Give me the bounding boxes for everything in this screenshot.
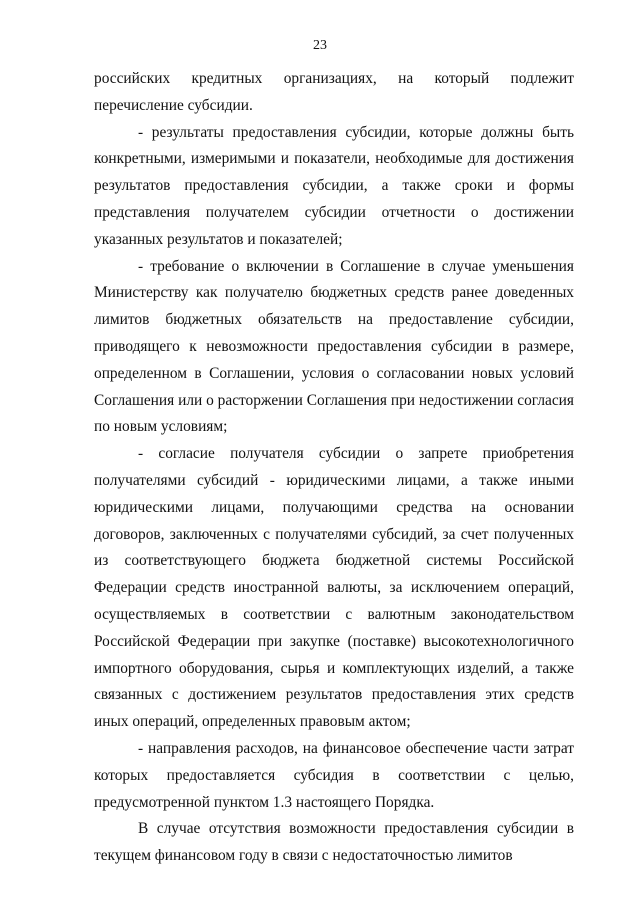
paragraph-requirement-item: - требование о включении в Соглашение в случае уменьшения Министерству как получателю бюджетных средств ранее доведенных лимитов бюджетных обязательств на предоставление субсидии, приводящего к невозможности предоставления субсидии в размере, определенном в Соглашении, условия о согласовании новых условий Соглашения или о расторжении Соглашения при недостижении согласия по новым условиям; <box>94 257 574 436</box>
paragraph-expense-directions-item: - направления расходов, на финансовое обеспечение части затрат которых предоставляется субсидия в соответствии с целью, предусмотренной пунктом 1.3 настоящего Порядка. <box>94 739 574 811</box>
paragraph-results-item: - результаты предоставления субсидии, которые должны быть конкретными, измеримыми и показатели, необходимые для достижения результатов предоставления субсидии, а также сроки и формы представления получателем субсидии отчетности о достижении указанных результатов и показателей; <box>94 123 574 248</box>
paragraph-insufficient-limits: В случае отсутствия возможности предоставления субсидии в текущем финансовом году в связи с недостаточностью лимитов <box>94 820 574 865</box>
paragraph-continuation: российских кредитных организациях, на который подлежит перечисление субсидии. <box>94 70 574 114</box>
paragraph-consent-item: - согласие получателя субсидии о запрете приобретения получателями субсидий - юридическими лицами, а также иными юридическими лицами, получающими средства на основании договоров, заключенных с получателями субсидий, за счет полученных из соответствующего бюджета бюджетной системы Российской Федерации средств иностранной валюты, за исключением операций, осуществляемых в соответствии с валютным законодательством Российской Федерации при закупке (поставке) высокотехнологичного импортного оборудования, сырья и комплектующих изделий, а также связанных с достижением результатов предоставления этих средств иных операций, определенных правовым актом; <box>94 445 574 731</box>
page-number: 23 <box>313 38 327 53</box>
document-body <box>94 66 574 870</box>
